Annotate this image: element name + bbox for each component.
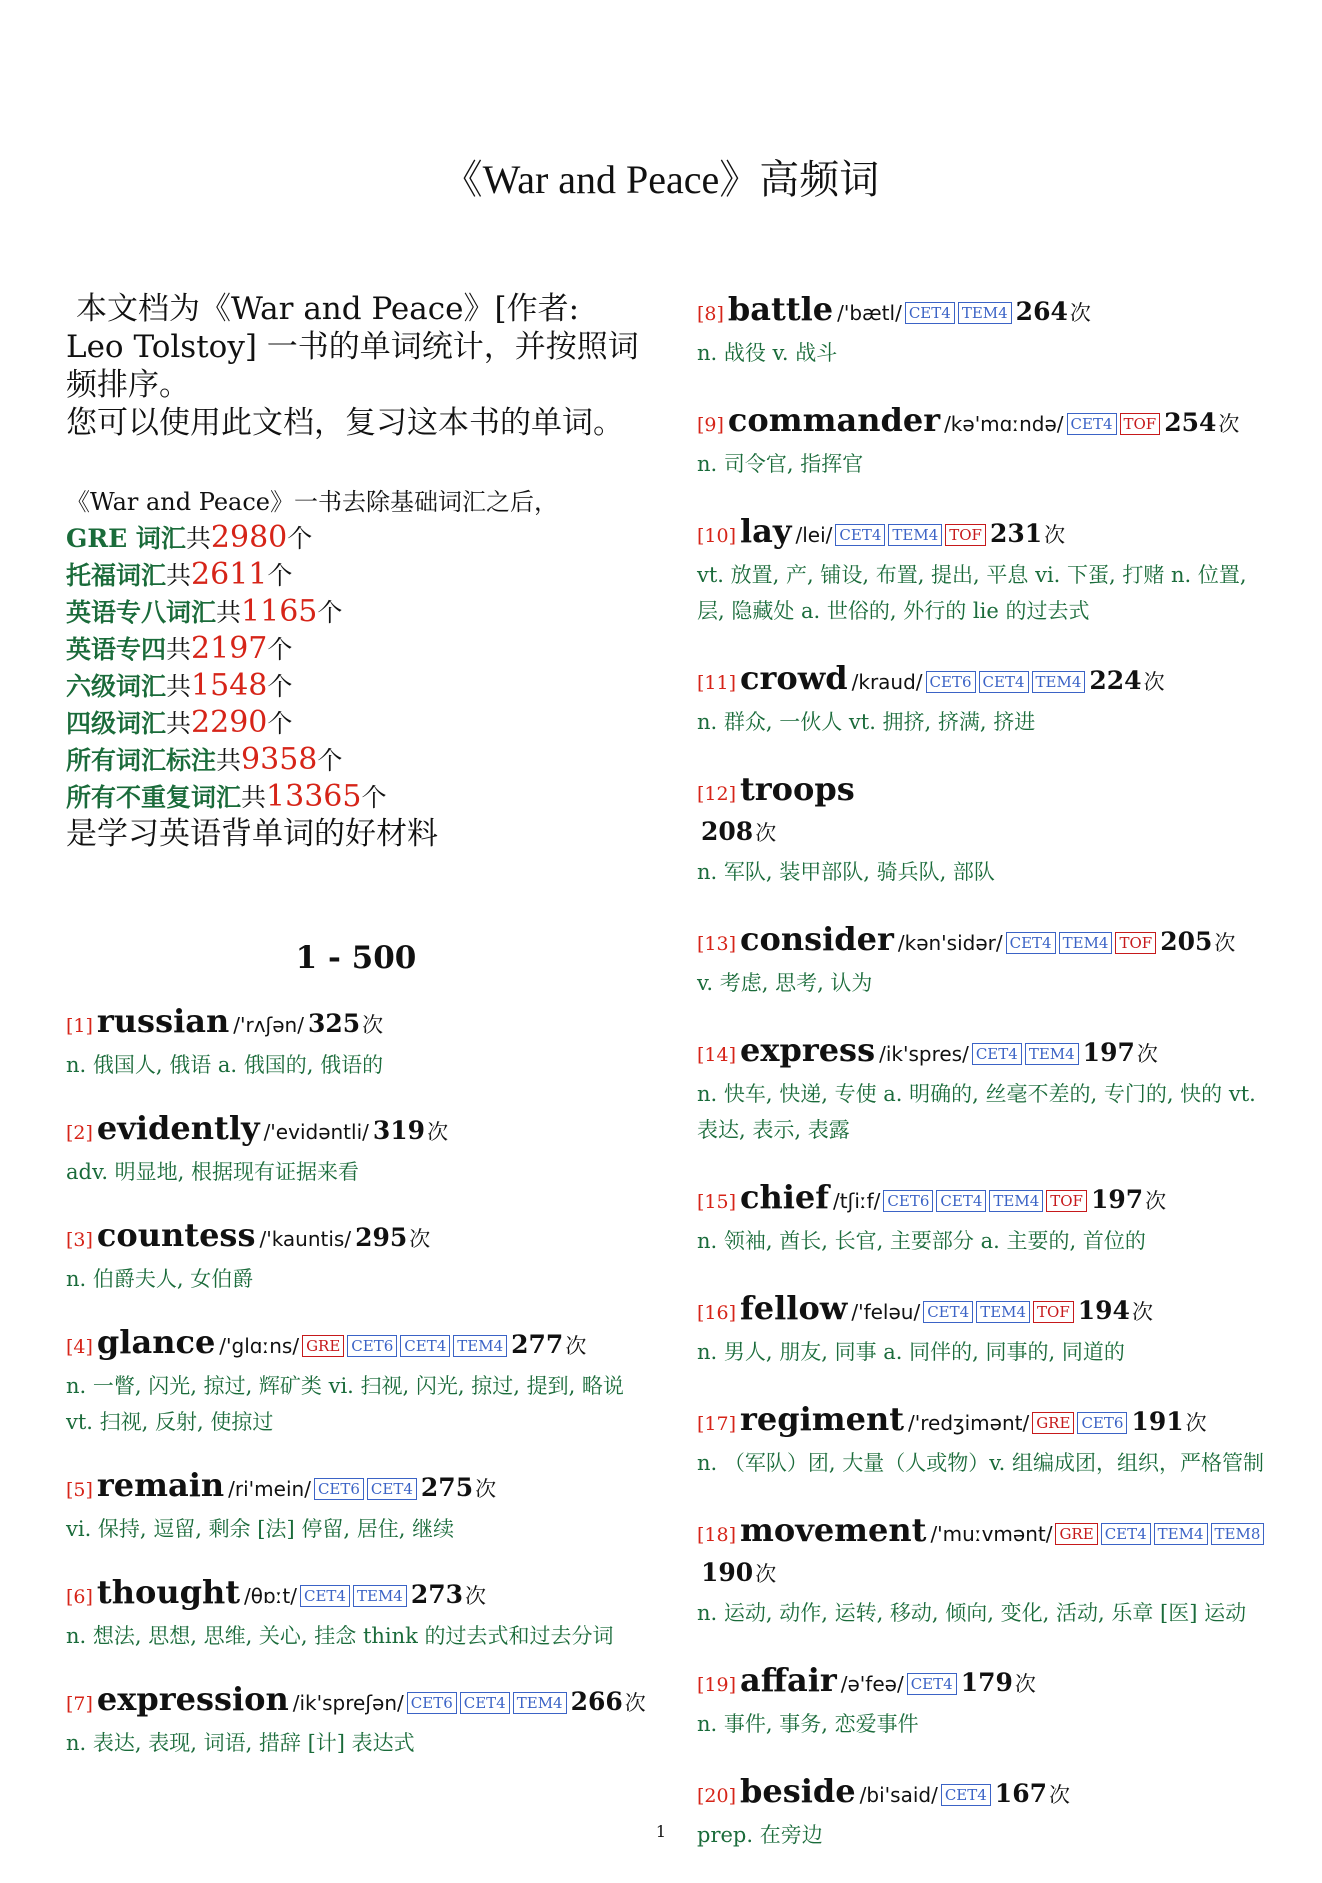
exam-tag: CET6 <box>407 1692 457 1714</box>
entry-phonetic: /'bætl/ <box>837 301 902 325</box>
entry-word: thought <box>96 1573 240 1611</box>
entry-headline <box>697 1772 1267 1815</box>
entry-headline <box>697 1511 1267 1593</box>
entry-headline <box>66 1002 646 1045</box>
intro-paragraph-1: 本文档为《War and Peace》[作者: Leo Tolstoy] 一书的单词统计，并按照词频排序。 <box>66 291 639 403</box>
entry-definition: n. 战役 v. 战斗 <box>697 341 838 365</box>
entry-headline <box>66 1216 646 1259</box>
entry-count-unit: 次 <box>1145 1189 1167 1213</box>
entry-word: countess <box>96 1216 256 1254</box>
entry-phonetic: /'rʌʃən/ <box>233 1013 304 1037</box>
word-entry <box>697 770 1267 890</box>
stats-number: 2197 <box>191 631 268 666</box>
entry-word: glance <box>96 1323 216 1361</box>
exam-tag: TEM4 <box>513 1692 567 1714</box>
stats-number: 9358 <box>241 742 318 777</box>
exam-tag: GRE <box>1055 1523 1097 1545</box>
entry-index: [2] <box>66 1122 93 1144</box>
entry-phonetic: /ik'spres/ <box>879 1042 969 1066</box>
left-column <box>66 290 646 1787</box>
entry-definition: n. 运动, 动作, 运转, 移动, 倾向, 变化, 活动, 乐章 [医] 运动 <box>697 1601 1247 1625</box>
entry-index: [6] <box>66 1586 93 1608</box>
entry-count-unit: 次 <box>755 821 777 845</box>
exam-tag: TOF <box>945 524 986 546</box>
exam-tag: TEM4 <box>1154 1523 1208 1545</box>
stats-mid: 共 <box>166 635 192 664</box>
word-entry <box>66 1323 646 1440</box>
entry-phonetic: /tʃiːf/ <box>833 1189 881 1213</box>
entry-phonetic: /kən'sidər/ <box>897 931 1003 955</box>
entry-word: express <box>740 1031 876 1069</box>
exam-tag: TOF <box>1120 413 1161 435</box>
entry-word: troops <box>740 770 855 808</box>
stats-mid: 共 <box>216 598 242 627</box>
entry-index: [15] <box>697 1191 737 1213</box>
entry-phonetic: /'glɑːns/ <box>219 1334 300 1358</box>
entry-count: 264 <box>1015 297 1068 326</box>
stats-row <box>66 594 646 631</box>
exam-tag: TEM4 <box>958 302 1012 324</box>
exam-tag: CET4 <box>400 1335 450 1357</box>
word-entry <box>66 1002 646 1083</box>
exam-tag: CET4 <box>936 1190 986 1212</box>
entry-count: 231 <box>989 519 1043 548</box>
entry-headline <box>697 1031 1267 1074</box>
entry-count: 325 <box>307 1009 361 1038</box>
stats-label: 所有词汇标注 <box>66 746 217 775</box>
entry-word: battle <box>727 290 834 328</box>
entry-phonetic: /lei/ <box>795 523 833 547</box>
exam-tag: CET6 <box>1077 1412 1127 1434</box>
entry-word: remain <box>96 1466 225 1504</box>
entry-index: [4] <box>66 1336 93 1358</box>
entry-phonetic: /'kauntis/ <box>259 1227 352 1251</box>
entry-headline <box>697 1400 1267 1443</box>
word-entry <box>697 512 1267 629</box>
exam-tag: TEM4 <box>1025 1043 1079 1065</box>
entry-index: [17] <box>697 1413 737 1435</box>
entry-index: [14] <box>697 1044 737 1066</box>
exam-tag: CET4 <box>972 1043 1022 1065</box>
entry-definition: prep. 在旁边 <box>697 1823 823 1847</box>
entry-count: 275 <box>420 1473 474 1502</box>
stats-number: 2980 <box>210 520 288 555</box>
entry-word: crowd <box>740 659 848 697</box>
stats-unit: 个 <box>287 524 313 553</box>
entry-count: 266 <box>570 1687 623 1716</box>
stats-number: 1165 <box>241 594 318 629</box>
exam-tag: TEM4 <box>976 1301 1030 1323</box>
entry-count: 194 <box>1077 1296 1130 1325</box>
exam-tag: CET4 <box>979 671 1029 693</box>
entry-count: 295 <box>355 1223 408 1252</box>
word-entry <box>697 1400 1267 1481</box>
stats-label: 英语专八词汇 <box>66 598 217 627</box>
entry-definition: adv. 明显地, 根据现有证据来看 <box>66 1160 360 1184</box>
stats-mid: 共 <box>166 709 192 738</box>
entry-count-unit: 次 <box>1218 412 1240 436</box>
entry-index: [3] <box>66 1229 93 1251</box>
exam-tag: TEM4 <box>989 1190 1043 1212</box>
entry-definition: n. 司令官, 指挥官 <box>697 452 864 476</box>
entry-index: [8] <box>697 303 724 325</box>
entry-count-unit: 次 <box>1044 523 1066 547</box>
entry-count-unit: 次 <box>1214 931 1236 955</box>
entry-headline <box>66 1109 646 1152</box>
entry-phonetic: /'feləu/ <box>851 1300 921 1324</box>
stats-mid: 共 <box>166 561 192 590</box>
exam-tag: TEM8 <box>1211 1523 1265 1545</box>
entry-count: 197 <box>1082 1038 1135 1067</box>
intro <box>66 290 646 442</box>
entry-count: 179 <box>960 1668 1013 1697</box>
word-entry <box>697 920 1267 1001</box>
entry-index: [10] <box>697 525 737 547</box>
entry-definition: n. （军队）团, 大量（人或物）v. 组编成团，组织，严格管制 <box>697 1451 1264 1475</box>
entry-phonetic: /ri'mein/ <box>228 1477 311 1501</box>
entry-phonetic: /θɒːt/ <box>244 1584 297 1608</box>
entry-phonetic: /bi'said/ <box>859 1783 938 1807</box>
entry-definition: n. 领袖, 酋长, 长官, 主要部分 a. 主要的, 首位的 <box>697 1229 1146 1253</box>
entry-headline <box>66 1573 646 1616</box>
stats-label: 六级词汇 <box>66 672 167 701</box>
exam-tag: CET6 <box>926 671 976 693</box>
entry-count-unit: 次 <box>475 1477 497 1501</box>
exam-tag: GRE <box>1032 1412 1074 1434</box>
entry-definition: n. 俄国人, 俄语 a. 俄国的, 俄语的 <box>66 1053 384 1077</box>
stats-number: 1548 <box>191 668 268 703</box>
word-entry <box>66 1573 646 1654</box>
stats-label: 四级词汇 <box>66 709 167 738</box>
entry-count-unit: 次 <box>1136 1042 1158 1066</box>
exam-tag: CET4 <box>923 1301 973 1323</box>
stats-number: 13365 <box>266 779 362 814</box>
entry-headline <box>697 920 1267 963</box>
entry-headline <box>697 770 1267 852</box>
exam-tag: TEM4 <box>453 1335 507 1357</box>
entry-phonetic: /kraud/ <box>851 670 923 694</box>
page-number: 1 <box>655 1822 667 1841</box>
exam-tag: TEM4 <box>1032 671 1086 693</box>
entry-count: 224 <box>1089 666 1142 695</box>
entry-count: 273 <box>410 1580 464 1609</box>
entry-index: [18] <box>697 1524 737 1546</box>
entry-headline <box>697 1178 1267 1221</box>
entry-count-unit: 次 <box>362 1013 384 1037</box>
entry-count: 254 <box>1164 408 1217 437</box>
entry-word: affair <box>740 1661 837 1699</box>
stats-unit: 个 <box>267 635 293 664</box>
exam-tag: CET4 <box>300 1585 350 1607</box>
exam-tag: CET4 <box>1101 1523 1151 1545</box>
entry-phonetic: /'evidəntli/ <box>263 1120 369 1144</box>
entry-count-unit: 次 <box>1014 1672 1036 1696</box>
entry-index: [20] <box>697 1785 737 1807</box>
entry-phonetic: /kə'mɑːndə/ <box>944 412 1064 436</box>
entry-count: 205 <box>1160 927 1213 956</box>
entry-count-unit: 次 <box>427 1120 449 1144</box>
word-entry <box>66 1109 646 1190</box>
entry-definition: n. 男人, 朋友, 同事 a. 同伴的, 同事的, 同道的 <box>697 1340 1125 1364</box>
entry-word: lay <box>740 512 792 550</box>
right-column <box>697 290 1267 1883</box>
entry-definition: n. 事件, 事务, 恋爱事件 <box>697 1712 919 1736</box>
stats-unit: 个 <box>317 598 343 627</box>
exam-tag: GRE <box>302 1335 344 1357</box>
entry-count-unit: 次 <box>755 1562 777 1586</box>
exam-tag: TEM4 <box>1059 932 1113 954</box>
page-title: 《War and Peace》高频词 <box>442 157 880 202</box>
entry-word: russian <box>96 1002 230 1040</box>
stats-row <box>66 705 646 742</box>
stats-row <box>66 520 646 557</box>
entry-definition: vt. 放置, 产, 铺设, 布置, 提出, 平息 vi. 下蛋, 打赌 n. 位置, 层, 隐藏处 a. 世俗的, 外行的 lie 的过去式 <box>697 563 1247 623</box>
entry-headline <box>66 1466 646 1509</box>
entry-count-unit: 次 <box>465 1584 487 1608</box>
exam-tag: CET4 <box>1067 413 1117 435</box>
stats-mid: 共 <box>185 524 211 553</box>
word-entry <box>697 1178 1267 1259</box>
exam-tag: TOF <box>1115 932 1156 954</box>
word-entry <box>66 1216 646 1297</box>
stats-block <box>66 484 646 852</box>
stats-rows <box>66 520 646 816</box>
entry-count-unit: 次 <box>1131 1300 1153 1324</box>
exam-tag: CET6 <box>347 1335 397 1357</box>
entry-definition: n. 想法, 思想, 思维, 关心, 挂念 think 的过去式和过去分词 <box>66 1624 614 1648</box>
entry-index: [12] <box>697 783 737 805</box>
stats-number: 2290 <box>191 705 268 740</box>
stats-mid: 共 <box>166 672 192 701</box>
exam-tag: CET4 <box>1006 932 1056 954</box>
entry-word: evidently <box>96 1109 260 1147</box>
entry-phonetic: /'muːvmənt/ <box>930 1522 1053 1546</box>
exam-tag: CET4 <box>907 1673 957 1695</box>
stats-row <box>66 631 646 668</box>
word-entry <box>66 1680 646 1761</box>
exam-tag: CET4 <box>460 1692 510 1714</box>
entry-word: regiment <box>740 1400 905 1438</box>
entry-headline <box>697 1661 1267 1704</box>
entry-word: consider <box>740 920 894 958</box>
exam-tag: CET6 <box>314 1478 364 1500</box>
entry-index: [11] <box>697 672 737 694</box>
stats-mid: 共 <box>241 783 267 812</box>
entry-definition: n. 伯爵夫人, 女伯爵 <box>66 1267 254 1291</box>
exam-tag: TOF <box>1046 1190 1087 1212</box>
entry-index: [16] <box>697 1302 737 1324</box>
word-entry <box>66 1466 646 1547</box>
entry-index: [19] <box>697 1674 737 1696</box>
stats-unit: 个 <box>317 746 343 775</box>
entry-phonetic: /ə'feə/ <box>840 1672 904 1696</box>
entry-count: 208 <box>701 817 754 846</box>
entry-count-unit: 次 <box>1069 301 1091 325</box>
entry-word: expression <box>96 1680 289 1718</box>
entry-headline <box>697 512 1267 555</box>
entry-index: [7] <box>66 1693 93 1715</box>
entry-index: [9] <box>697 414 724 436</box>
entry-count-unit: 次 <box>565 1334 587 1358</box>
entry-phonetic: /ik'spreʃən/ <box>292 1691 404 1715</box>
range-title: 1 - 500 <box>295 940 417 976</box>
word-entry <box>697 1289 1267 1370</box>
exam-tag: CET4 <box>835 524 885 546</box>
entry-definition: vi. 保持, 逗留, 剩余 [法] 停留, 居住, 继续 <box>66 1517 455 1541</box>
entry-count-unit: 次 <box>409 1227 431 1251</box>
entry-word: movement <box>740 1511 927 1549</box>
stats-row <box>66 557 646 594</box>
word-entry <box>697 1031 1267 1148</box>
intro-paragraph-2: 您可以使用此文档，复习这本书的单词。 <box>66 405 624 441</box>
entry-count: 190 <box>701 1558 754 1587</box>
stats-unit: 个 <box>361 783 387 812</box>
entry-phonetic: /'redʒimənt/ <box>908 1411 1030 1435</box>
stats-number: 2611 <box>191 557 268 592</box>
word-entry <box>697 1511 1267 1631</box>
exam-tag: CET4 <box>905 302 955 324</box>
entry-count: 167 <box>994 1779 1047 1808</box>
stats-label: 托福词汇 <box>66 561 167 590</box>
entry-headline <box>697 1289 1267 1332</box>
entry-count-unit: 次 <box>1048 1783 1070 1807</box>
entry-headline <box>697 659 1267 702</box>
entry-headline <box>697 401 1267 444</box>
word-entry <box>697 401 1267 482</box>
stats-label: 英语专四 <box>66 635 167 664</box>
exam-tag: CET4 <box>367 1478 417 1500</box>
entry-count-unit: 次 <box>624 1691 646 1715</box>
entry-definition: n. 军队, 装甲部队, 骑兵队, 部队 <box>697 860 995 884</box>
exam-tag: TEM4 <box>888 524 942 546</box>
stats-tail: 是学习英语背单词的好材料 <box>66 816 438 852</box>
stats-lead: 《War and Peace》一书去除基础词汇之后， <box>66 488 558 516</box>
entry-definition: v. 考虑, 思考, 认为 <box>697 971 873 995</box>
word-entry <box>697 1661 1267 1742</box>
entry-count: 277 <box>511 1330 564 1359</box>
stats-label: GRE 词汇 <box>66 524 186 553</box>
entry-index: [5] <box>66 1479 93 1501</box>
entry-definition: n. 一瞥, 闪光, 掠过, 辉矿类 vi. 扫视, 闪光, 掠过, 提到, 略说 vt. 扫视, 反射, 使掠过 <box>66 1374 624 1434</box>
entry-word: fellow <box>740 1289 848 1327</box>
stats-row <box>66 742 646 779</box>
stats-row <box>66 668 646 705</box>
entry-count: 319 <box>372 1116 426 1145</box>
entry-definition: n. 群众, 一伙人 vt. 拥挤, 挤满, 挤进 <box>697 710 1036 734</box>
exam-tag: CET6 <box>883 1190 933 1212</box>
entry-count-unit: 次 <box>1143 670 1165 694</box>
entry-word: beside <box>740 1772 856 1810</box>
entry-headline <box>66 1323 646 1366</box>
word-entry <box>697 659 1267 740</box>
stats-unit: 个 <box>267 709 293 738</box>
entry-word: commander <box>727 401 941 439</box>
entry-definition: n. 表达, 表现, 词语, 措辞 [计] 表达式 <box>66 1731 415 1755</box>
word-entry <box>697 290 1267 371</box>
entry-headline <box>66 1680 646 1723</box>
stats-label: 所有不重复词汇 <box>66 783 242 812</box>
entry-count: 197 <box>1090 1185 1144 1214</box>
exam-tag: CET4 <box>941 1784 991 1806</box>
stats-row <box>66 779 646 816</box>
exam-tag: TOF <box>1033 1301 1074 1323</box>
entry-index: [1] <box>66 1015 93 1037</box>
entry-word: chief <box>740 1178 830 1216</box>
entry-definition: n. 快车, 快递, 专使 a. 明确的, 丝毫不差的, 专门的, 快的 vt. 表达, 表示, 表露 <box>697 1082 1256 1142</box>
entry-count-unit: 次 <box>1185 1411 1207 1435</box>
stats-mid: 共 <box>216 746 242 775</box>
entry-count: 191 <box>1131 1407 1184 1436</box>
exam-tag: TEM4 <box>353 1585 407 1607</box>
entry-headline <box>697 290 1267 333</box>
stats-unit: 个 <box>267 672 293 701</box>
entry-index: [13] <box>697 933 737 955</box>
right-word-list <box>697 290 1267 1853</box>
stats-unit: 个 <box>267 561 293 590</box>
left-word-list <box>66 1002 646 1761</box>
